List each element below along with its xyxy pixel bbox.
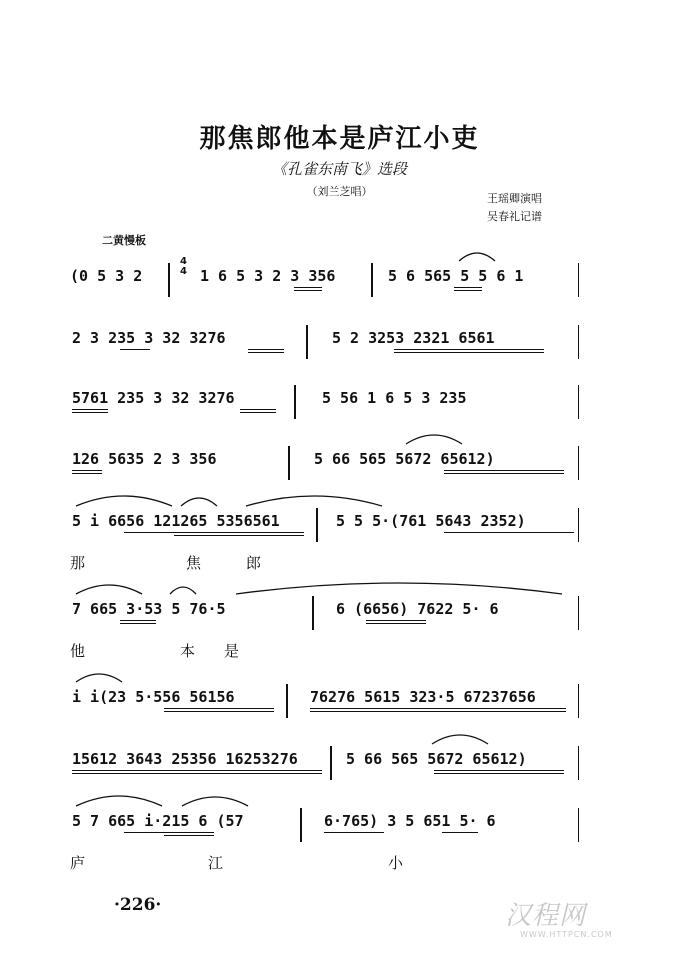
- score-row-9: [64, 808, 579, 872]
- time-signature: 4 4: [180, 256, 187, 277]
- measure: 5 5 5·(761 5643 2352): [336, 512, 526, 530]
- score-row-2: [64, 325, 579, 385]
- measure: 76276 5615 323·5 67237656: [310, 688, 536, 706]
- page-title: 那焦郎他本是庐江小吏: [199, 124, 480, 154]
- bar-line: [578, 446, 580, 480]
- measure: 1 6 5 3 2 3 356: [200, 267, 336, 285]
- underline: [444, 532, 574, 533]
- tie-slur: [404, 430, 464, 446]
- underline: [324, 832, 384, 833]
- underline: [454, 287, 482, 288]
- measure: 5 i 6656 121265 5356561: [72, 512, 280, 530]
- watermark-logo: 汉程网: [505, 901, 587, 931]
- underline: [394, 349, 544, 350]
- performer-credit: 王瑶卿演唱: [487, 192, 542, 205]
- bar-line: [306, 325, 308, 359]
- singer-role: （刘兰芝唱）: [306, 185, 373, 198]
- bar-line: [300, 808, 302, 842]
- bar-line: [578, 508, 580, 542]
- measure: 7 665 3·53 5 76·5: [72, 600, 226, 618]
- underline: [294, 287, 322, 288]
- lyric: 小: [388, 854, 404, 872]
- underline: [124, 832, 214, 833]
- lyric: 庐: [70, 854, 86, 872]
- page-number: ·226·: [114, 895, 162, 915]
- bar-line: [168, 263, 170, 297]
- tie-slur: [244, 492, 384, 508]
- tie-slur: [179, 492, 219, 508]
- underline: [72, 409, 108, 410]
- transcriber-credit: 吴春礼记谱: [487, 210, 542, 223]
- score-row-7: [64, 684, 579, 744]
- measure: 5 56 1 6 5 3 235: [322, 389, 467, 407]
- underline: [248, 349, 284, 350]
- lyric: 焦: [186, 554, 202, 572]
- underline: [442, 832, 478, 833]
- underline: [310, 711, 566, 712]
- tie-slur: [457, 247, 497, 263]
- score-row-6: [64, 596, 579, 660]
- lyric: 他: [70, 642, 86, 660]
- tie-slur: [74, 792, 164, 808]
- underline: [240, 412, 276, 413]
- underline: [366, 623, 426, 624]
- bar-line: [578, 684, 580, 718]
- underline: [174, 535, 304, 536]
- measure: 5 6 565 5 5 6 1: [388, 267, 524, 285]
- underline: [120, 349, 150, 350]
- watermark-url: WWW.HTTPCN.COM: [520, 930, 613, 939]
- bar-line: [316, 508, 318, 542]
- lyric: 那: [70, 554, 86, 572]
- tie-slur: [430, 730, 490, 746]
- underline: [164, 835, 214, 836]
- tie-slur: [74, 668, 124, 684]
- bar-line: [288, 446, 290, 480]
- underline: [434, 773, 564, 774]
- measure: 5 2 3253 2321 6561: [332, 329, 495, 347]
- underline: [72, 770, 322, 771]
- score-row-3: [64, 385, 579, 445]
- bar-line: [371, 263, 373, 297]
- measure: 5761 235 3 32 3276: [72, 389, 235, 407]
- underline: [444, 473, 564, 474]
- bar-line: [312, 596, 314, 630]
- underline: [454, 290, 482, 291]
- bar-line: [578, 808, 580, 842]
- measure: 15612 3643 25356 16253276: [72, 750, 298, 768]
- lyric: 是: [224, 642, 240, 660]
- measure: (0 5 3 2: [70, 267, 143, 285]
- bar-line: [286, 684, 288, 718]
- bar-line: [578, 385, 580, 419]
- measure: i i(23 5·556 56156: [72, 688, 235, 706]
- tie-slur: [234, 580, 564, 596]
- underline: [120, 620, 156, 621]
- lyric: 本: [180, 642, 196, 660]
- bar-line: [578, 325, 580, 359]
- underline: [164, 711, 274, 712]
- underline: [310, 708, 566, 709]
- underline: [124, 532, 304, 533]
- tie-slur: [74, 492, 174, 508]
- underline: [248, 352, 284, 353]
- tie-slur: [74, 580, 144, 596]
- bar-line: [330, 746, 332, 780]
- lyrics-line: [64, 552, 579, 572]
- lyric: 江: [208, 854, 224, 872]
- measure: 2 3 235 3 32 3276: [72, 329, 226, 347]
- measure: 5 66 565 5672 65612): [346, 750, 527, 768]
- tie-slur: [180, 792, 250, 808]
- lyrics-line: [64, 852, 579, 872]
- underline: [294, 290, 322, 291]
- underline: [120, 623, 156, 624]
- underline: [164, 708, 274, 709]
- underline: [434, 770, 564, 771]
- underline: [72, 773, 322, 774]
- measure: 5 7 665 i·215 6 (57: [72, 812, 244, 830]
- measure: 5 66 565 5672 65612): [314, 450, 495, 468]
- score-row-1: [64, 256, 579, 323]
- underline: [72, 473, 102, 474]
- underline: [240, 409, 276, 410]
- bar-line: [578, 596, 580, 630]
- underline: [72, 470, 102, 471]
- bar-line: [578, 746, 580, 780]
- underline: [444, 470, 564, 471]
- tie-slur: [168, 580, 198, 596]
- underline: [366, 620, 426, 621]
- bar-line: [578, 263, 580, 297]
- lyrics-line: [64, 640, 579, 660]
- lyric: 郎: [246, 554, 262, 572]
- opera-excerpt-subtitle: 《孔雀东南飞》选段: [271, 160, 407, 178]
- measure: 6 (6656) 7622 5· 6: [336, 600, 499, 618]
- measure: 6·765) 3 5 651 5· 6: [324, 812, 496, 830]
- underline: [72, 412, 108, 413]
- tempo-marking: 二黄慢板: [102, 234, 146, 247]
- bar-line: [294, 385, 296, 419]
- underline: [394, 352, 544, 353]
- measure: 126 5635 2 3 356: [72, 450, 217, 468]
- score-row-5: [64, 508, 579, 572]
